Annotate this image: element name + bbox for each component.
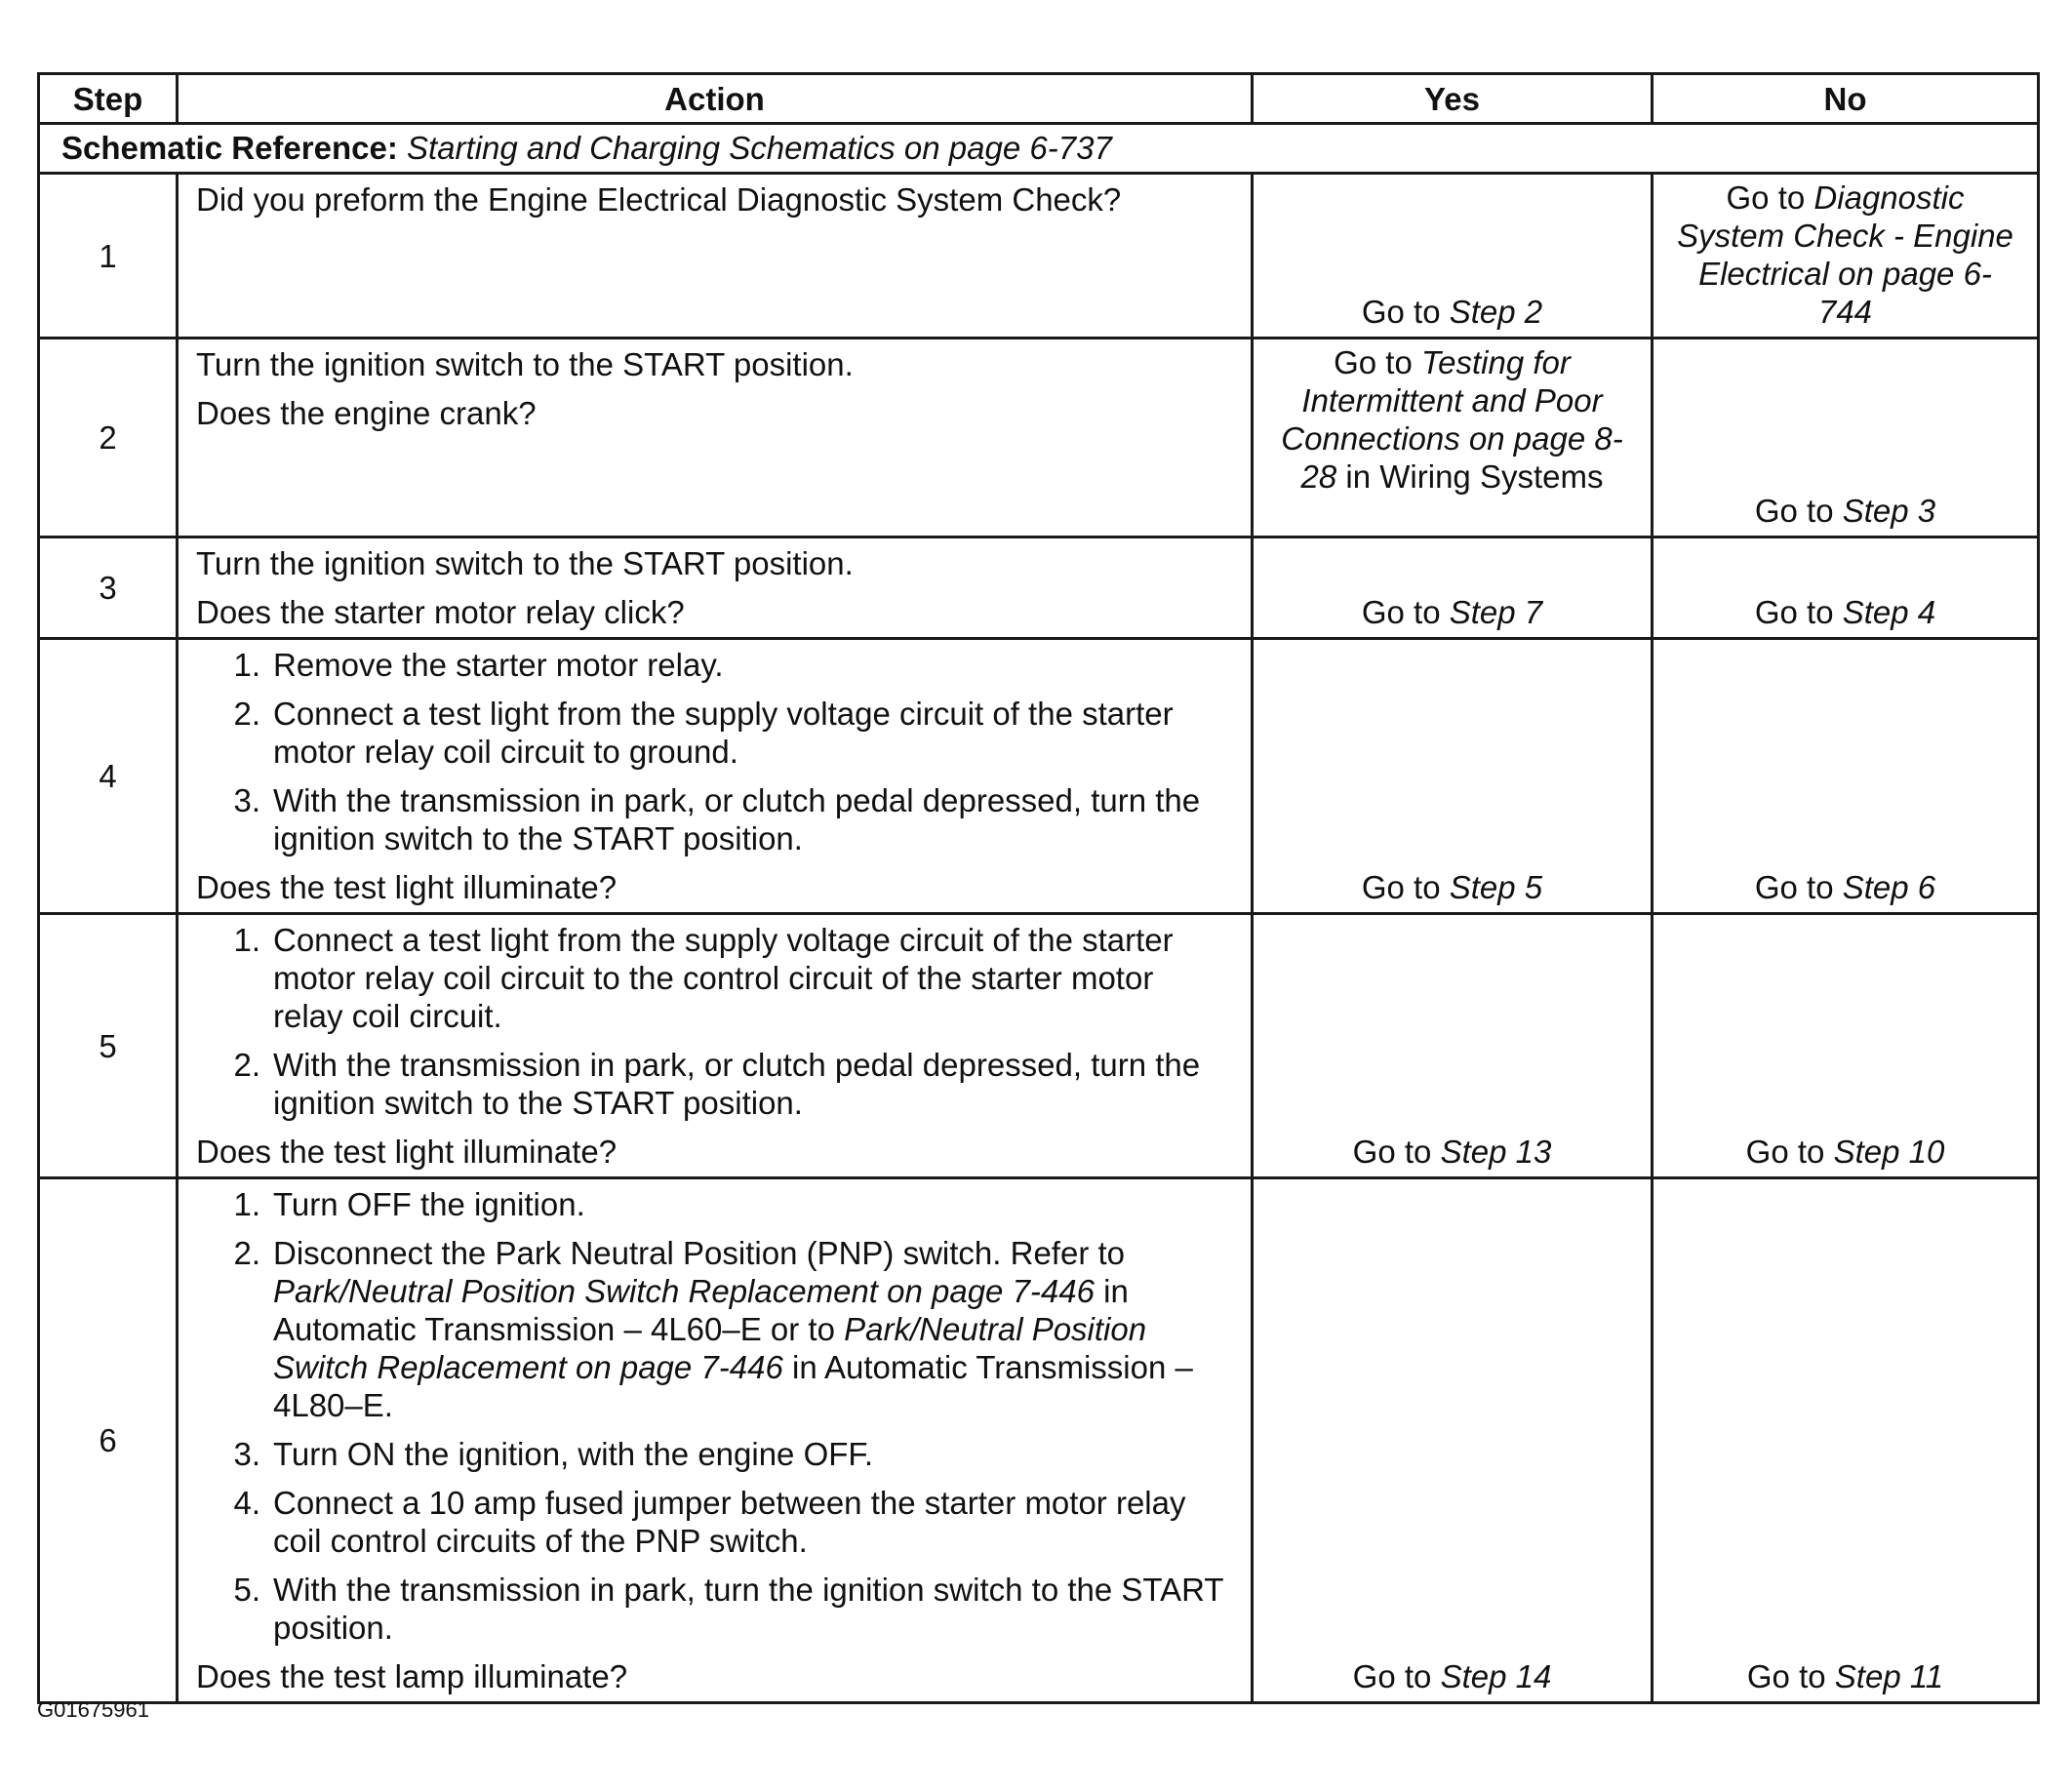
diagnostic-table: [37, 72, 2040, 1704]
header-no: No: [1653, 74, 2039, 124]
step-number: 5: [39, 914, 178, 1178]
action-cell: [178, 639, 1253, 914]
no-cell: [1653, 914, 2039, 1178]
action-cell: [178, 538, 1253, 639]
table-row: [39, 639, 2039, 914]
action-question: Does the test light illuminate?: [196, 869, 618, 905]
list-item: 2. With the transmission in park, or clutch pedal depressed, turn the ignition switch to the START position.: [233, 1047, 1201, 1121]
header-yes: Yes: [1253, 74, 1653, 124]
no-step-link: Diagnostic System Check - Engine Electrical on page 6-744: [1677, 179, 2013, 330]
action-cell: [178, 338, 1253, 538]
header-row: [39, 74, 2039, 124]
list-item: 2. Disconnect the Park Neutral Position (PNP) switch. Refer to Park/Neutral Position Switch Replacement on page 7-446 in Automatic Transmission – 4L60–E or to Park/Neutral Position Switch Replacement on page 7-446 in Automatic Transmission – 4L80–E.: [233, 1235, 1193, 1423]
no-cell: [1653, 338, 2039, 538]
no-prefix: Go to: [1745, 1134, 1834, 1170]
action-steps: [196, 1185, 1231, 1647]
list-item: 1. Connect a test light from the supply voltage circuit of the starter motor relay coil circuit to the control circuit of the starter motor relay coil circuit.: [233, 922, 1174, 1034]
no-step-link: Step 4: [1842, 594, 1936, 630]
list-item: 1. Turn OFF the ignition.: [233, 1186, 585, 1222]
action-question: Does the engine crank?: [196, 395, 537, 431]
step-number: 3: [39, 538, 178, 639]
yes-step-link: Step 13: [1440, 1134, 1552, 1170]
step-number: 1: [39, 174, 178, 338]
table-row: [39, 338, 2039, 538]
action-cell: [178, 914, 1253, 1178]
table-row: [39, 174, 2039, 338]
figure-id: G01675961: [37, 1697, 149, 1722]
no-cell: [1653, 1178, 2039, 1703]
yes-prefix: Go to: [1361, 594, 1450, 630]
no-step-link: Step 10: [1833, 1134, 1945, 1170]
action-text: Turn the ignition switch to the START position.: [196, 346, 854, 382]
yes-prefix: Go to: [1361, 294, 1450, 330]
no-step-link: Step 6: [1842, 869, 1936, 905]
yes-step-link: Step 2: [1449, 294, 1543, 330]
table-row: [39, 1178, 2039, 1703]
action-cell: [178, 1178, 1253, 1703]
action-steps: [196, 646, 1231, 857]
table-row: [39, 914, 2039, 1178]
no-cell: [1653, 639, 2039, 914]
list-item: 2. Connect a test light from the supply voltage circuit of the starter motor relay coil circuit to ground.: [233, 696, 1174, 770]
yes-cell: [1253, 914, 1653, 1178]
yes-cell: [1253, 538, 1653, 639]
action-text: Turn the ignition switch to the START position.: [196, 545, 854, 581]
yes-prefix: Go to: [1352, 1658, 1441, 1694]
yes-cell: [1253, 639, 1653, 914]
yes-prefix: Go to: [1334, 344, 1421, 380]
yes-cell: [1253, 1178, 1653, 1703]
yes-cell: [1253, 174, 1653, 338]
no-step-link: Step 11: [1834, 1658, 1944, 1694]
no-cell: [1653, 538, 2039, 639]
list-item: 5. With the transmission in park, turn the ignition switch to the START position.: [233, 1572, 1223, 1646]
header-action: Action: [178, 74, 1253, 124]
yes-step-link: Step 7: [1449, 594, 1543, 630]
no-prefix: Go to: [1726, 179, 1814, 216]
action-steps: [196, 921, 1231, 1122]
list-item: 4. Connect a 10 amp fused jumper between the starter motor relay coil control circuits of the PNP switch.: [233, 1485, 1186, 1559]
action-question: Does the test lamp illuminate?: [196, 1658, 628, 1694]
yes-suffix: in Wiring Systems: [1336, 458, 1604, 495]
no-prefix: Go to: [1746, 1658, 1835, 1694]
header-step: Step: [39, 74, 178, 124]
replacement-link: Park/Neutral Position Switch Replacement on page 7-446: [273, 1311, 1147, 1385]
schematic-link: Starting and Charging Schematics on page 6-737: [407, 130, 1112, 166]
yes-cell: [1253, 338, 1653, 538]
no-step-link: Step 3: [1842, 493, 1936, 529]
no-prefix: Go to: [1754, 869, 1843, 905]
yes-step-link: Step 14: [1440, 1658, 1552, 1694]
action-text: Did you preform the Engine Electrical Diagnostic System Check?: [196, 181, 1122, 218]
no-cell: [1653, 174, 2039, 338]
schematic-reference: [39, 124, 2039, 174]
action-cell: [178, 174, 1253, 338]
yes-step-link: Testing for Intermittent and Poor Connections on page 8-28: [1281, 344, 1623, 495]
list-item: 1. Remove the starter motor relay.: [233, 647, 724, 683]
list-item: 3. Turn ON the ignition, with the engine OFF.: [233, 1436, 874, 1472]
yes-prefix: Go to: [1352, 1134, 1441, 1170]
yes-prefix: Go to: [1361, 869, 1450, 905]
action-question: Does the starter motor relay click?: [196, 594, 685, 630]
step-number: 2: [39, 338, 178, 538]
yes-step-link: Step 5: [1449, 869, 1543, 905]
action-question: Does the test light illuminate?: [196, 1134, 618, 1170]
replacement-link: Park/Neutral Position Switch Replacement on page 7-446: [273, 1273, 1095, 1309]
no-prefix: Go to: [1754, 594, 1843, 630]
no-prefix: Go to: [1754, 493, 1843, 529]
schematic-row: [39, 124, 2039, 174]
table-row: [39, 538, 2039, 639]
schematic-label: Schematic Reference:: [61, 130, 398, 166]
step-number: 4: [39, 639, 178, 914]
step-number: 6: [39, 1178, 178, 1703]
list-item: 3. With the transmission in park, or clutch pedal depressed, turn the ignition switch to the START position.: [233, 782, 1201, 856]
